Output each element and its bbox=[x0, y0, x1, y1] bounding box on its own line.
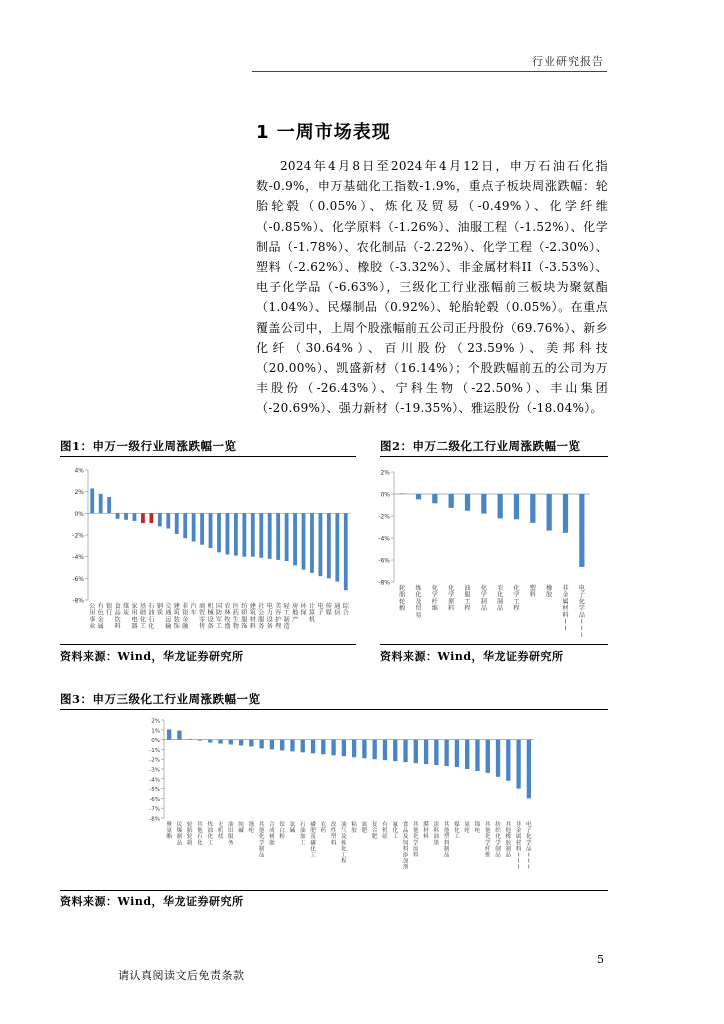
header-report-type: 行业研究报告 bbox=[532, 55, 604, 68]
category-label: 民爆制品 bbox=[176, 822, 183, 847]
category-label: 银行 bbox=[106, 603, 113, 617]
bar bbox=[293, 513, 297, 565]
fig3-top-rule bbox=[60, 709, 608, 710]
category-label: 氯碱 bbox=[289, 822, 296, 835]
fig2-chart bbox=[364, 460, 608, 642]
category-label: 电子化学品 I I I bbox=[526, 822, 532, 871]
y-tick-label: 2% bbox=[74, 489, 84, 497]
bar bbox=[234, 513, 238, 555]
y-tick-label: -6% bbox=[72, 575, 84, 583]
category-label: 非金属材料 I I bbox=[562, 585, 569, 633]
bar bbox=[527, 740, 531, 799]
fig3-chart bbox=[130, 712, 550, 890]
category-label: 汽车 bbox=[190, 603, 197, 617]
y-tick-label: -2% bbox=[378, 513, 390, 521]
category-label: 计算机 bbox=[308, 603, 316, 624]
y-tick-label: 2% bbox=[380, 469, 390, 477]
category-label: 粘胶 bbox=[351, 822, 357, 835]
fig1-source: 资料来源：Wind，华龙证券研究所 bbox=[60, 650, 244, 663]
bar bbox=[188, 739, 192, 740]
bar bbox=[192, 513, 196, 541]
category-label: 房地产 bbox=[291, 603, 299, 624]
category-label: 塑料 bbox=[529, 585, 536, 599]
bar bbox=[107, 497, 111, 513]
bar bbox=[475, 740, 479, 771]
category-label: 化学制品 bbox=[480, 585, 487, 613]
category-label: 油田服务 bbox=[228, 822, 234, 847]
bar bbox=[563, 494, 568, 533]
category-label: 涤纶 bbox=[248, 822, 255, 835]
y-tick-label: -7% bbox=[149, 806, 160, 813]
bar bbox=[319, 513, 323, 576]
bar bbox=[481, 494, 486, 514]
category-label: 化学纤维 bbox=[431, 585, 438, 613]
category-label: 医药生物 bbox=[232, 603, 239, 631]
category-label: 农药 bbox=[320, 822, 327, 835]
category-label: 环保 bbox=[300, 603, 307, 617]
bar bbox=[342, 740, 346, 757]
bar bbox=[200, 513, 204, 544]
y-tick-label: 4% bbox=[74, 467, 84, 475]
fig1-chart bbox=[60, 460, 356, 642]
category-label: 国防军工 bbox=[215, 603, 223, 631]
bar bbox=[90, 488, 94, 513]
bar bbox=[242, 513, 246, 556]
category-label: 锦纶 bbox=[474, 822, 481, 835]
category-label: 其他化学制品 bbox=[258, 822, 265, 859]
bar bbox=[229, 740, 233, 745]
category-label: 传媒 bbox=[325, 603, 332, 617]
bar bbox=[327, 513, 331, 578]
y-tick-label: -3% bbox=[149, 767, 160, 774]
header-divider bbox=[252, 71, 607, 72]
category-label: 化学工程 bbox=[513, 585, 520, 613]
category-label: 炼油化工 bbox=[207, 822, 214, 847]
category-label: 商贸零售 bbox=[199, 603, 206, 631]
bar bbox=[498, 494, 503, 518]
category-label: 基础化工 bbox=[139, 603, 147, 631]
bar bbox=[362, 740, 366, 759]
category-label: 食品饮料 bbox=[114, 603, 121, 631]
bar bbox=[547, 494, 552, 531]
bar bbox=[177, 731, 181, 740]
y-tick-label: 0% bbox=[151, 738, 160, 745]
category-label: 纺织服饰 bbox=[241, 603, 248, 631]
y-tick-label: -2% bbox=[149, 757, 160, 764]
category-label: 聚氨酯 bbox=[166, 822, 172, 841]
category-label: 电子 bbox=[317, 603, 324, 617]
bar bbox=[352, 740, 356, 758]
category-label: 化学原料 bbox=[448, 585, 455, 613]
fig3-bottom-rule bbox=[60, 890, 608, 891]
bar bbox=[251, 513, 255, 556]
category-label: 油气及炼化工程 bbox=[341, 822, 347, 865]
category-label: 非金属材料 I I I bbox=[515, 822, 522, 871]
bar bbox=[217, 513, 221, 552]
bar bbox=[400, 493, 405, 494]
category-label: 氨纶 bbox=[464, 822, 470, 835]
bar bbox=[259, 513, 263, 557]
bar bbox=[310, 513, 314, 573]
y-tick-label: -4% bbox=[72, 554, 84, 562]
y-tick-label: -1% bbox=[149, 747, 160, 754]
bar bbox=[218, 740, 222, 744]
category-label: 涂料油墨 bbox=[433, 822, 440, 847]
category-label: 非银金融 bbox=[182, 603, 189, 631]
bar bbox=[124, 513, 128, 520]
category-label: 改性塑料 bbox=[330, 822, 337, 847]
bar bbox=[133, 513, 137, 521]
y-tick-label: -4% bbox=[149, 777, 160, 784]
category-label: 交通运输 bbox=[165, 603, 172, 631]
disclaimer: 请认真阅读文后免责条款 bbox=[118, 969, 245, 982]
category-label: 有色金属 bbox=[97, 603, 104, 631]
bar bbox=[209, 513, 213, 548]
category-label: 机械设备 bbox=[207, 603, 214, 631]
bar bbox=[302, 513, 306, 569]
bar bbox=[175, 513, 179, 534]
category-label: 其他化学原料 bbox=[413, 822, 419, 859]
y-tick-label: -8% bbox=[149, 816, 160, 823]
bar bbox=[393, 740, 397, 762]
page-number: 5 bbox=[597, 953, 604, 966]
category-label: 电子化学品 I I I bbox=[578, 585, 585, 639]
category-label: 公用事业 bbox=[89, 603, 96, 631]
bar bbox=[158, 513, 162, 526]
category-label: 钢铁 bbox=[156, 603, 163, 617]
bar bbox=[239, 740, 243, 746]
category-label: 轮胎轮毂 bbox=[399, 585, 406, 613]
category-label: 电力设备 bbox=[266, 603, 273, 631]
bar bbox=[335, 513, 339, 581]
category-label: 合成树脂 bbox=[269, 822, 275, 847]
bar bbox=[486, 740, 490, 773]
category-label: 纯碱 bbox=[238, 822, 244, 835]
bar bbox=[141, 513, 145, 523]
y-tick-label: 0% bbox=[380, 491, 390, 499]
bar bbox=[496, 740, 500, 777]
y-tick-label: -6% bbox=[149, 796, 160, 803]
category-label: 石油石化 bbox=[148, 603, 155, 631]
bar bbox=[198, 740, 202, 741]
bar bbox=[208, 740, 212, 743]
y-tick-label: -6% bbox=[378, 557, 390, 565]
y-tick-label: -2% bbox=[72, 532, 84, 540]
bar bbox=[166, 513, 170, 528]
bar bbox=[530, 494, 535, 523]
category-label: 农化制品 bbox=[497, 585, 504, 613]
bar bbox=[331, 740, 335, 756]
body-text: 2024年4月8日至2024年4月12日，申万石油石化指数-0.9%，申万基础化工指数-1.9%，重点子板块周涨跌幅：轮胎轮毂（0.05%）、炼化及贸易（-0.49%）、化学纤维（-0.85%）、化学原料（-1.26%）、油服工程（-1.52%）、化学制品（-1.78%）、农化制品（-2.22%）、化学工程（-2.30%）、塑料（-2.62%）、橡胶（-3.32%）、非金属材料II（-3.53%）、电子化学品（-6.63%），三级化工行业涨幅前三板块为聚氨酯（1.04%）、民爆制品（0.92%）、轮胎轮毂（0.05%）。在重点覆盖公司中，上周个股涨幅前五公司正丹股份（69.76%）、新乡化纤（30.64%）、百川股份（23.59%）、美邦科技（20.00%）、凯盛新材（16.14%）；个股跌幅前五的公司为万丰股份（-26.43%）、宁科生物（-22.50%）、丰山集团（-20.69%）、强力新材（-19.35%）、雅运股份（-18.04%）。 bbox=[256, 159, 608, 416]
bar bbox=[270, 740, 274, 750]
bar bbox=[506, 740, 510, 781]
category-label: 建筑材料 bbox=[249, 603, 256, 631]
bar bbox=[373, 740, 377, 760]
category-label: 煤化工 bbox=[454, 822, 460, 841]
category-label: 纺织化学制品 bbox=[495, 822, 501, 859]
bar bbox=[280, 740, 284, 751]
bar bbox=[99, 494, 103, 513]
category-label: 轮胎轮毂 bbox=[186, 822, 193, 847]
category-label: 油服工程 bbox=[464, 585, 471, 613]
fig1-caption: 图1：申万一级行业周涨跌幅一览 bbox=[60, 439, 237, 453]
bar bbox=[455, 740, 459, 767]
bar bbox=[403, 740, 407, 763]
bar bbox=[226, 513, 230, 554]
bar bbox=[116, 513, 120, 518]
bar bbox=[290, 740, 294, 752]
body-paragraph bbox=[256, 156, 608, 419]
y-tick-label: -4% bbox=[378, 535, 390, 543]
bar bbox=[276, 513, 280, 560]
y-tick-label: -5% bbox=[149, 787, 160, 794]
bar bbox=[259, 740, 263, 749]
bar bbox=[465, 740, 469, 769]
category-label: 其他塑料制品 bbox=[443, 822, 450, 859]
bar bbox=[465, 494, 470, 511]
category-label: 社会服务 bbox=[258, 603, 265, 631]
category-label: 炼化及贸易 bbox=[415, 585, 422, 619]
bar bbox=[416, 494, 421, 499]
bar bbox=[321, 740, 325, 755]
category-label: 农林牧渔 bbox=[224, 603, 231, 631]
bar bbox=[167, 729, 171, 739]
category-label: 氟化工 bbox=[392, 822, 399, 841]
category-label: 煤炭 bbox=[122, 603, 130, 617]
bar bbox=[311, 740, 315, 754]
bar bbox=[301, 740, 305, 753]
fig1-top-rule bbox=[60, 456, 356, 457]
bar bbox=[514, 494, 519, 519]
category-label: 建筑装饰 bbox=[173, 603, 180, 631]
category-label: 石油加工 bbox=[299, 822, 306, 847]
bar bbox=[285, 513, 289, 561]
bar bbox=[414, 740, 418, 764]
fig1-bottom-rule bbox=[60, 644, 356, 645]
category-label: 复合肥 bbox=[371, 822, 378, 841]
bar bbox=[424, 740, 428, 765]
bar bbox=[183, 513, 187, 538]
bar bbox=[383, 740, 387, 761]
fig3-source: 资料来源：Wind，华龙证券研究所 bbox=[60, 895, 244, 908]
category-label: 其他化学纤维 bbox=[484, 822, 491, 859]
fig2-top-rule bbox=[380, 456, 608, 457]
y-tick-label: 1% bbox=[151, 728, 160, 735]
y-tick-label: -8% bbox=[378, 579, 390, 587]
y-tick-label: 0% bbox=[74, 510, 84, 518]
category-label: 通信 bbox=[334, 603, 341, 617]
category-label: 轻工制造 bbox=[283, 603, 290, 631]
category-label: 膜材料 bbox=[423, 822, 429, 841]
bar bbox=[249, 740, 253, 747]
bar bbox=[449, 494, 454, 508]
category-label: 家用电器 bbox=[131, 603, 138, 631]
category-label: 综合 bbox=[342, 603, 349, 617]
y-tick-label: -8% bbox=[72, 597, 84, 605]
category-label: 氮肥 bbox=[361, 822, 368, 835]
category-label: 磷肥及磷化工 bbox=[310, 822, 316, 859]
fig2-caption: 图2：申万二级化工行业周涨跌幅一览 bbox=[380, 439, 581, 453]
bar bbox=[444, 740, 448, 766]
bar bbox=[344, 513, 348, 590]
section-title: 1 一周市场表现 bbox=[256, 122, 391, 143]
category-label: 其他橡胶制品 bbox=[505, 822, 512, 859]
category-label: 有机硅 bbox=[382, 822, 388, 841]
fig2-source: 资料来源：Wind，华龙证券研究所 bbox=[380, 650, 564, 663]
bar bbox=[149, 513, 153, 523]
bar bbox=[432, 494, 437, 503]
category-label: 橡胶 bbox=[546, 585, 553, 599]
category-label: 食品及饲料添加剂 bbox=[402, 822, 409, 871]
bar bbox=[268, 513, 272, 559]
bar bbox=[434, 740, 438, 765]
category-label: 无机盐 bbox=[217, 822, 224, 841]
y-tick-label: 2% bbox=[151, 718, 160, 725]
bar bbox=[516, 740, 520, 789]
category-label: 其他石化 bbox=[197, 822, 203, 847]
fig3-caption: 图3：申万三级化工行业周涨跌幅一览 bbox=[60, 692, 261, 706]
bar bbox=[579, 494, 584, 567]
category-label: 钛白粉 bbox=[279, 822, 285, 841]
fig2-bottom-rule bbox=[380, 644, 608, 645]
category-label: 美容护理 bbox=[275, 603, 282, 631]
